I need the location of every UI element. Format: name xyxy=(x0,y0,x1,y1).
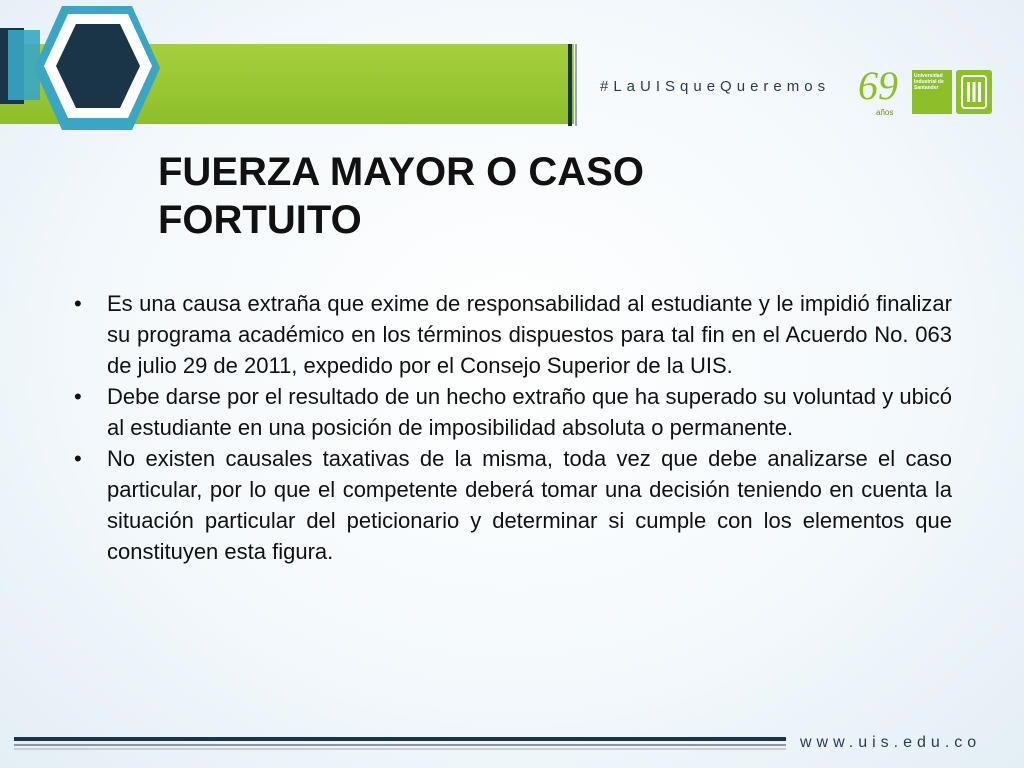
bullet-item xyxy=(74,443,952,567)
slide-header xyxy=(0,0,1024,150)
slide-body xyxy=(74,288,952,567)
university-name-logo xyxy=(912,70,952,114)
header-divider-secondary xyxy=(575,44,577,126)
uis-logo xyxy=(956,70,992,114)
university-line: Industrial de xyxy=(914,79,944,85)
bullet-text: Es una causa extraña que exime de responsabilidad al estudiante y le impidió finalizar su programa académico en los términos dispuestos para tal fin en el Acuerdo No. 063 de julio 29 de 2011, expedido por el Consejo Superior de la UIS. xyxy=(107,291,952,378)
anniversary-number: 69 xyxy=(858,63,898,108)
bullet-item xyxy=(74,288,952,381)
header-divider xyxy=(568,44,572,126)
bullet-icon: • xyxy=(74,291,82,316)
anniversary-word: años xyxy=(876,108,894,117)
university-line: Universidad xyxy=(914,73,943,79)
bullet-icon: • xyxy=(74,446,82,471)
bullet-icon: • xyxy=(74,384,82,409)
anniversary-logo xyxy=(858,63,906,118)
uis-emblem-icon xyxy=(956,70,992,114)
slide-title xyxy=(158,148,878,244)
slide-title-line: FORTUITO xyxy=(158,198,362,242)
bullet-item xyxy=(74,381,952,443)
footer-rule xyxy=(14,737,786,751)
bullet-list xyxy=(74,288,952,567)
slide-title-line: FUERZA MAYOR O CASO xyxy=(158,150,644,194)
university-line: Santander xyxy=(914,85,939,91)
hashtag-text: #LaUISqueQueremos xyxy=(600,78,831,95)
hexagon-emblem xyxy=(0,0,200,150)
footer-url: www.uis.edu.co xyxy=(800,734,982,751)
bullet-text: Debe darse por el resultado de un hecho extraño que ha superado su voluntad y ubicó al estudiante en una posición de imposibilidad absoluta o permanente. xyxy=(107,384,952,440)
bullet-text: No existen causales taxativas de la misma, toda vez que debe analizarse el caso particular, por lo que el competente deberá tomar una decisión teniendo en cuenta la situación particular del peticionario y determinar si cumple con los elementos que constituyen esta figura. xyxy=(107,446,952,564)
